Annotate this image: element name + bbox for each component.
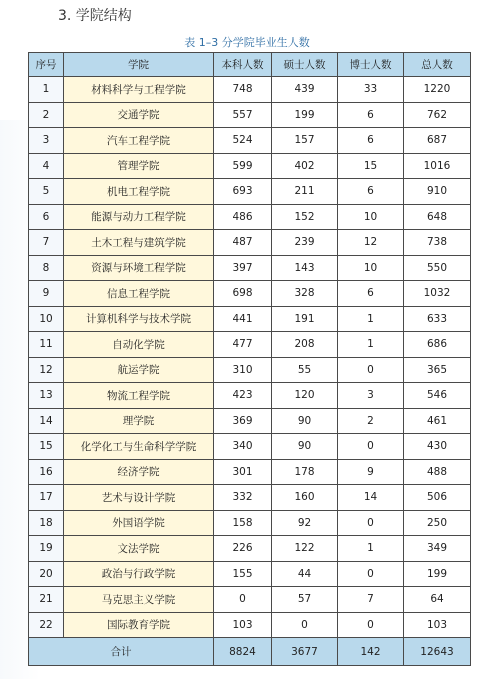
row-master: 44 bbox=[272, 561, 338, 587]
row-total: 250 bbox=[404, 510, 471, 536]
row-doctor: 1 bbox=[338, 332, 404, 358]
row-master: 57 bbox=[272, 587, 338, 613]
row-total: 1220 bbox=[404, 77, 471, 103]
table-row bbox=[29, 510, 471, 536]
row-master: 120 bbox=[272, 383, 338, 409]
row-doctor: 10 bbox=[338, 255, 404, 281]
row-doctor: 0 bbox=[338, 357, 404, 383]
table-row bbox=[29, 230, 471, 256]
row-college: 化学化工与生命科学学院 bbox=[64, 434, 214, 460]
row-doctor: 0 bbox=[338, 561, 404, 587]
row-doctor: 6 bbox=[338, 102, 404, 128]
row-master: 211 bbox=[272, 179, 338, 205]
row-index: 8 bbox=[29, 255, 64, 281]
row-undergrad: 226 bbox=[214, 536, 272, 562]
table-row bbox=[29, 587, 471, 613]
row-total: 103 bbox=[404, 612, 471, 638]
row-master: 191 bbox=[272, 306, 338, 332]
row-undergrad: 486 bbox=[214, 204, 272, 230]
row-index: 4 bbox=[29, 153, 64, 179]
row-doctor: 6 bbox=[338, 179, 404, 205]
row-undergrad: 332 bbox=[214, 485, 272, 511]
total-doctor: 142 bbox=[338, 638, 404, 666]
row-college: 政治与行政学院 bbox=[64, 561, 214, 587]
row-college: 信息工程学院 bbox=[64, 281, 214, 307]
row-college: 土木工程与建筑学院 bbox=[64, 230, 214, 256]
row-undergrad: 423 bbox=[214, 383, 272, 409]
row-doctor: 6 bbox=[338, 281, 404, 307]
row-doctor: 2 bbox=[338, 408, 404, 434]
row-index: 14 bbox=[29, 408, 64, 434]
row-undergrad: 524 bbox=[214, 128, 272, 154]
table-row bbox=[29, 281, 471, 307]
row-index: 1 bbox=[29, 77, 64, 103]
row-doctor: 33 bbox=[338, 77, 404, 103]
table-row bbox=[29, 408, 471, 434]
table-row bbox=[29, 485, 471, 511]
table-row bbox=[29, 459, 471, 485]
row-college: 机电工程学院 bbox=[64, 179, 214, 205]
row-index: 15 bbox=[29, 434, 64, 460]
row-college: 材料科学与工程学院 bbox=[64, 77, 214, 103]
row-master: 328 bbox=[272, 281, 338, 307]
row-doctor: 14 bbox=[338, 485, 404, 511]
row-college: 国际教育学院 bbox=[64, 612, 214, 638]
row-index: 7 bbox=[29, 230, 64, 256]
row-index: 19 bbox=[29, 536, 64, 562]
row-college: 理学院 bbox=[64, 408, 214, 434]
row-master: 90 bbox=[272, 408, 338, 434]
row-college: 艺术与设计学院 bbox=[64, 485, 214, 511]
row-master: 402 bbox=[272, 153, 338, 179]
row-index: 18 bbox=[29, 510, 64, 536]
row-total: 686 bbox=[404, 332, 471, 358]
row-college: 物流工程学院 bbox=[64, 383, 214, 409]
row-index: 17 bbox=[29, 485, 64, 511]
row-total: 550 bbox=[404, 255, 471, 281]
table-row bbox=[29, 536, 471, 562]
row-index: 20 bbox=[29, 561, 64, 587]
row-doctor: 1 bbox=[338, 536, 404, 562]
row-index: 22 bbox=[29, 612, 64, 638]
row-total: 546 bbox=[404, 383, 471, 409]
row-college: 航运学院 bbox=[64, 357, 214, 383]
total-row bbox=[29, 638, 471, 666]
row-undergrad: 310 bbox=[214, 357, 272, 383]
row-master: 55 bbox=[272, 357, 338, 383]
row-total: 738 bbox=[404, 230, 471, 256]
row-total: 64 bbox=[404, 587, 471, 613]
row-master: 160 bbox=[272, 485, 338, 511]
row-index: 12 bbox=[29, 357, 64, 383]
row-undergrad: 340 bbox=[214, 434, 272, 460]
table-caption: 表 1–3 分学院毕业生人数 bbox=[184, 36, 310, 49]
table-row bbox=[29, 561, 471, 587]
row-undergrad: 369 bbox=[214, 408, 272, 434]
row-master: 439 bbox=[272, 77, 338, 103]
row-college: 外国语学院 bbox=[64, 510, 214, 536]
row-total: 1016 bbox=[404, 153, 471, 179]
table-row bbox=[29, 612, 471, 638]
row-total: 430 bbox=[404, 434, 471, 460]
row-total: 1032 bbox=[404, 281, 471, 307]
table-row bbox=[29, 434, 471, 460]
section-title: 3. 学院结构 bbox=[58, 8, 132, 24]
row-master: 152 bbox=[272, 204, 338, 230]
row-master: 199 bbox=[272, 102, 338, 128]
row-college: 管理学院 bbox=[64, 153, 214, 179]
row-index: 5 bbox=[29, 179, 64, 205]
table-row bbox=[29, 255, 471, 281]
table-header-row bbox=[29, 53, 471, 77]
row-college: 交通学院 bbox=[64, 102, 214, 128]
row-doctor: 3 bbox=[338, 383, 404, 409]
row-undergrad: 397 bbox=[214, 255, 272, 281]
table-row bbox=[29, 179, 471, 205]
row-doctor: 12 bbox=[338, 230, 404, 256]
row-college: 汽车工程学院 bbox=[64, 128, 214, 154]
row-total: 488 bbox=[404, 459, 471, 485]
row-undergrad: 599 bbox=[214, 153, 272, 179]
row-index: 3 bbox=[29, 128, 64, 154]
row-undergrad: 158 bbox=[214, 510, 272, 536]
row-undergrad: 693 bbox=[214, 179, 272, 205]
row-college: 资源与环境工程学院 bbox=[64, 255, 214, 281]
row-doctor: 15 bbox=[338, 153, 404, 179]
table-row bbox=[29, 306, 471, 332]
row-doctor: 0 bbox=[338, 510, 404, 536]
row-doctor: 0 bbox=[338, 612, 404, 638]
row-undergrad: 0 bbox=[214, 587, 272, 613]
header-doctor: 博士人数 bbox=[338, 53, 404, 77]
table-row bbox=[29, 357, 471, 383]
row-master: 239 bbox=[272, 230, 338, 256]
row-undergrad: 103 bbox=[214, 612, 272, 638]
row-total: 633 bbox=[404, 306, 471, 332]
row-master: 178 bbox=[272, 459, 338, 485]
row-doctor: 0 bbox=[338, 434, 404, 460]
row-doctor: 10 bbox=[338, 204, 404, 230]
total-undergrad: 8824 bbox=[214, 638, 272, 666]
row-undergrad: 557 bbox=[214, 102, 272, 128]
row-total: 365 bbox=[404, 357, 471, 383]
row-index: 16 bbox=[29, 459, 64, 485]
table-row bbox=[29, 102, 471, 128]
row-index: 21 bbox=[29, 587, 64, 613]
row-doctor: 6 bbox=[338, 128, 404, 154]
table-row bbox=[29, 77, 471, 103]
row-undergrad: 155 bbox=[214, 561, 272, 587]
row-college: 能源与动力工程学院 bbox=[64, 204, 214, 230]
row-master: 92 bbox=[272, 510, 338, 536]
row-master: 90 bbox=[272, 434, 338, 460]
graduates-table bbox=[28, 52, 471, 666]
row-college: 计算机科学与技术学院 bbox=[64, 306, 214, 332]
header-index: 序号 bbox=[29, 53, 64, 77]
row-doctor: 1 bbox=[338, 306, 404, 332]
table-row bbox=[29, 383, 471, 409]
row-undergrad: 487 bbox=[214, 230, 272, 256]
row-index: 10 bbox=[29, 306, 64, 332]
row-index: 2 bbox=[29, 102, 64, 128]
header-undergrad: 本科人数 bbox=[214, 53, 272, 77]
row-undergrad: 301 bbox=[214, 459, 272, 485]
row-total: 687 bbox=[404, 128, 471, 154]
row-college: 马克思主义学院 bbox=[64, 587, 214, 613]
row-master: 0 bbox=[272, 612, 338, 638]
header-master: 硕士人数 bbox=[272, 53, 338, 77]
row-undergrad: 748 bbox=[214, 77, 272, 103]
row-index: 6 bbox=[29, 204, 64, 230]
row-total: 762 bbox=[404, 102, 471, 128]
row-undergrad: 441 bbox=[214, 306, 272, 332]
row-master: 122 bbox=[272, 536, 338, 562]
row-index: 11 bbox=[29, 332, 64, 358]
total-master: 3677 bbox=[272, 638, 338, 666]
row-total: 648 bbox=[404, 204, 471, 230]
row-total: 910 bbox=[404, 179, 471, 205]
row-undergrad: 698 bbox=[214, 281, 272, 307]
row-master: 157 bbox=[272, 128, 338, 154]
row-total: 506 bbox=[404, 485, 471, 511]
row-index: 9 bbox=[29, 281, 64, 307]
row-total: 349 bbox=[404, 536, 471, 562]
table-row bbox=[29, 332, 471, 358]
table-row bbox=[29, 204, 471, 230]
row-master: 208 bbox=[272, 332, 338, 358]
row-college: 经济学院 bbox=[64, 459, 214, 485]
row-college: 文法学院 bbox=[64, 536, 214, 562]
table-row bbox=[29, 128, 471, 154]
header-college: 学院 bbox=[64, 53, 214, 77]
row-total: 461 bbox=[404, 408, 471, 434]
row-doctor: 7 bbox=[338, 587, 404, 613]
row-total: 199 bbox=[404, 561, 471, 587]
row-college: 自动化学院 bbox=[64, 332, 214, 358]
row-index: 13 bbox=[29, 383, 64, 409]
header-total: 总人数 bbox=[404, 53, 471, 77]
row-master: 143 bbox=[272, 255, 338, 281]
row-undergrad: 477 bbox=[214, 332, 272, 358]
row-doctor: 9 bbox=[338, 459, 404, 485]
table-row bbox=[29, 153, 471, 179]
total-all: 12643 bbox=[404, 638, 471, 666]
total-label: 合计 bbox=[29, 638, 214, 666]
